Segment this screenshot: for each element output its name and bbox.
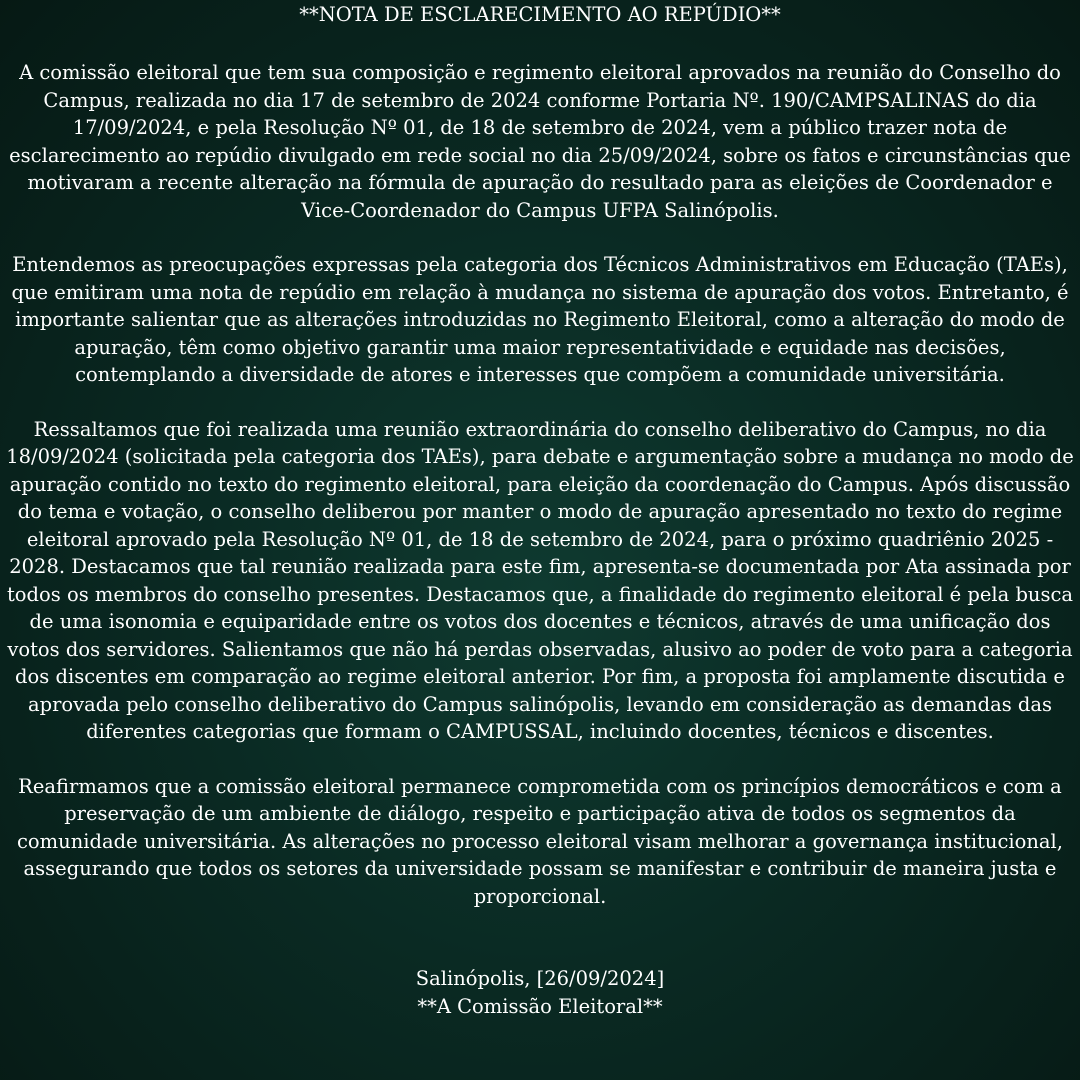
document-title: **NOTA DE ESCLARECIMENTO AO REPÚDIO** [299,3,781,26]
signature-block [4,965,1076,1021]
paragraph-concerns: Entendemos as preocupações expressas pela categoria dos Técnicos Administrativos em Educação (TAEs), que emitiram uma nota de repúdio em relação à mudança no sistema de apuração dos votos. Entretanto, é importante salientar que as alterações introduzidas no Regimento Eleitoral, como a alteração do modo de apuração, têm como objetivo garantir uma maior representatividade e equidade nas decisões, contemplando a diversidade de atores e interesses que compõem a comunidade universitária. [11,253,1069,386]
paragraph-intro: A comissão eleitoral que tem sua composição e regimento eleitoral aprovados na reunião do Conselho do Campus, realizada no dia 17 de setembro de 2024 conforme Portaria Nº. 190/CAMPSALINAS do dia 17/09/2024, e pela Resolução Nº 01, de 18 de setembro de 2024, vem a público trazer nota de esclarecimento ao repúdio divulgado em rede social no dia 25/09/2024, sobre os fatos e circunstâncias que motivaram a recente alteração na fórmula de apuração do resultado para as eleições de Coordenador e Vice-Coordenador do Campus UFPA Salinópolis. [9,61,1071,222]
place-date: Salinópolis, [26/09/2024] [415,967,665,990]
paragraph-reaffirm: Reafirmamos que a comissão eleitoral permanece comprometida com os princípios democráticos e com a preservação de um ambiente de diálogo, respeito e participação ativa de todos os segmentos da comunidade universitária. As alterações no processo eleitoral visam melhorar a governança institucional, assegurando que todos os setores da universidade possam se manifestar e contribuir de maneira justa e proporcional. [16,774,1063,908]
signature-name: **A Comissão Eleitoral** [417,995,663,1018]
paragraph-meeting: Ressaltamos que foi realizada uma reunião extraordinária do conselho deliberativo do Campus, no dia 18/09/2024 (solicitada pela categoria dos TAEs), para debate e argumentação sobre a mudança no modo de apuração contido no texto do regimento eleitoral, para eleição da coordenação do Campus. Após discussão do tema e votação, o conselho deliberou por manter o modo de apuração apresentado no texto do regime eleitoral aprovado pela Resolução Nº 01, de 18 de setembro de 2024, para o próximo quadriênio 2025 - 2028. Destacamos que tal reunião realizada para este fim, apresenta-se documentada por Ata assinada por todos os membros do conselho presentes. Destacamos que, a finalidade do regimento eleitoral é pela busca de uma isonomia e equiparidade entre os votos dos docentes e técnicos, através de uma unificação dos votos dos servidores. Salientamos que não há perdas observadas, alusivo ao poder de voto para a categoria dos discentes em comparação ao regime eleitoral anterior. Por fim, a proposta foi amplamente discutida e aprovada pelo conselho deliberativo do Campus salinópolis, levando em consideração as demandas das diferentes categorias que formam o CAMPUSSAL, incluindo docentes, técnicos e discentes. [6,417,1074,743]
